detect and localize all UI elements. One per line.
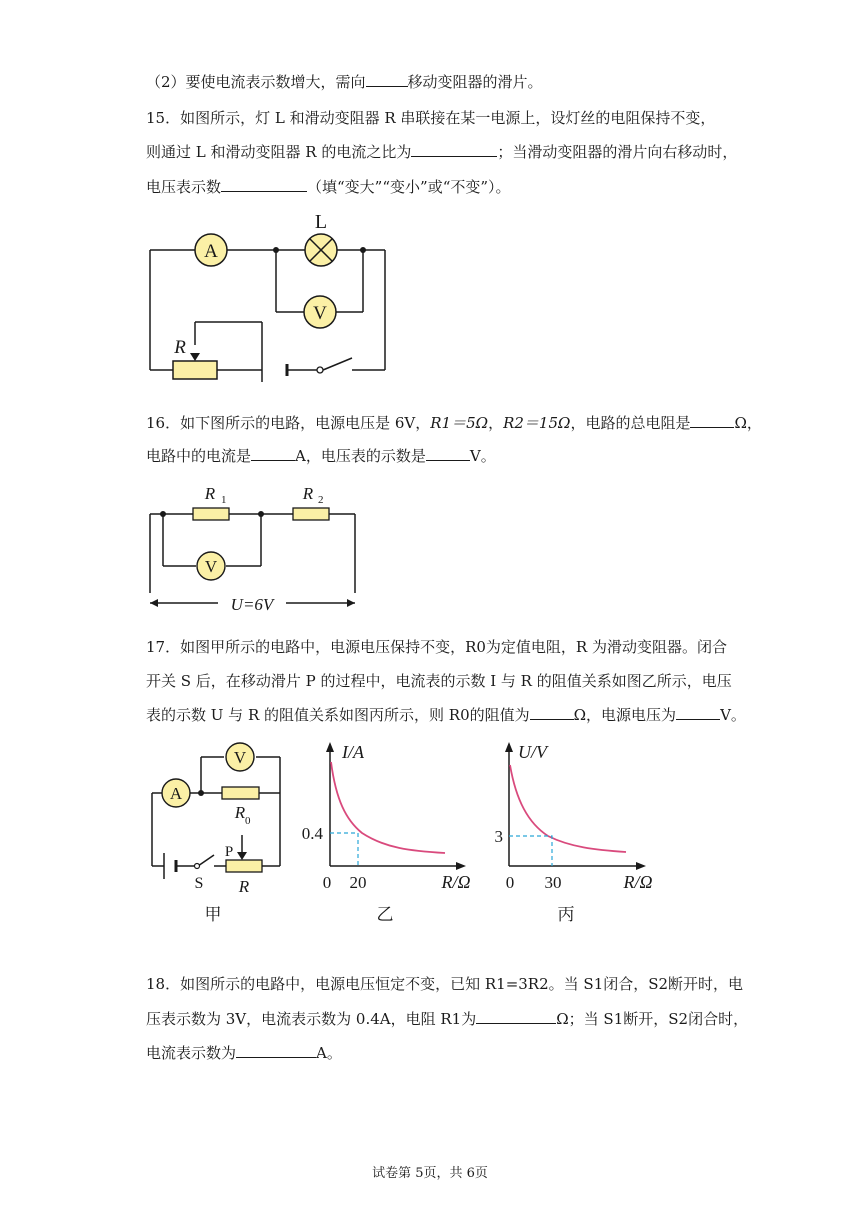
q18-line2-b: Ω；当 S1断开，S2闭合时，	[556, 1010, 749, 1028]
q15-line2-a: 则通过 L 和滑动变阻器 R 的电流之比为	[146, 143, 412, 161]
q15-lamp-label: L	[314, 211, 328, 233]
q17-line3-b: Ω，电源电压为	[573, 706, 677, 724]
q16-voltmeter-label: V	[204, 557, 218, 576]
q17-yi-origin: 0	[322, 873, 332, 892]
q17-ammeter-label: A	[169, 784, 183, 803]
q16-line1-b: ，电路的总电阻是	[570, 414, 691, 432]
q17-bing-xlabel: R/Ω	[623, 872, 653, 892]
q14-text-b: 移动变阻器的滑片。	[407, 73, 543, 91]
q18-line2-a: 压表示数为 3V，电流表示数为 0.4A，电阻 R1为	[146, 1010, 477, 1028]
q15-line2-b: ；当滑动变阻器的滑片向右移动时，	[497, 143, 738, 161]
q18-answer-blank-1[interactable]	[476, 1009, 556, 1024]
q17-r0-label: R	[234, 803, 246, 822]
q17-yi-xtick: 20	[349, 873, 367, 892]
q16-line1-c: Ω，	[734, 414, 762, 432]
q17-rheostat-label: R	[238, 877, 250, 896]
q15-line1-text: 15．如图所示，灯 L 和滑动变阻器 R 串联接在某一电源上，设灯丝的电阻保持不变，	[146, 109, 716, 127]
q17-bing-guide	[509, 836, 552, 866]
q17-voltmeter-label: V	[233, 748, 247, 767]
q17-yi-xlabel: R/Ω	[441, 872, 471, 892]
q16-r2-label: R	[302, 484, 314, 503]
q16-line2-b: A，电压表的示数是	[295, 447, 426, 465]
q18-line3	[146, 1043, 342, 1063]
q18-line3-a: 电流表示数为	[146, 1044, 237, 1062]
q16-line1-a: 16．如下图所示的电路，电源电压是 6V，	[146, 414, 431, 432]
q15-line3-a: 电压表示数	[146, 178, 222, 196]
q16-r2-eq: R2＝15Ω	[503, 414, 571, 432]
q14-text-a: （2）要使电流表示数增大，需向	[146, 73, 366, 91]
q17-bing-origin: 0	[505, 873, 515, 892]
q16-r2-sub: 2	[318, 494, 324, 506]
q17-yi-ytick: 0.4	[301, 824, 323, 843]
q17-caption-yi: 乙	[376, 905, 394, 924]
page-footer: 试卷第 5页，共 6页	[372, 1166, 488, 1181]
q17-line2-text: 开关 S 后，在移动滑片 P 的过程中，电流表的示数 I 与 R 的阻值关系如图乙所示，电压	[146, 672, 732, 690]
q16-line2-c: V。	[469, 447, 496, 465]
q18-line3-b: A。	[316, 1044, 342, 1062]
q17-caption-bing: 丙	[557, 905, 575, 924]
q17-r0-sub: 0	[245, 815, 251, 827]
q17-bing-ylabel: U/V	[518, 742, 547, 762]
q16-voltage-label: U=6V	[230, 595, 274, 614]
q17-line1-text: 17．如图甲所示的电路中，电源电压保持不变，R0为定值电阻，R 为滑动变阻器。闭合	[146, 638, 727, 656]
q15-ammeter-label: A	[204, 241, 218, 262]
q18-answer-blank-2[interactable]	[236, 1043, 316, 1058]
q18-line2	[146, 1009, 748, 1029]
q16-r1-eq: R1＝5Ω	[430, 414, 489, 432]
q16-sep: ，	[488, 414, 504, 432]
q17-switch-label: S	[194, 875, 204, 892]
q15-rheostat-label: R	[174, 337, 186, 358]
q18-line1	[146, 974, 743, 994]
q17-caption-jia: 甲	[204, 905, 222, 924]
q17-slider-label: P	[224, 844, 234, 860]
q16-r1-label: R	[204, 484, 216, 503]
q16-r1-sub: 1	[221, 494, 227, 506]
q15-voltmeter-label: V	[313, 303, 327, 324]
q16-line2-a: 电路中的电流是	[146, 447, 252, 465]
q17-bing-xtick: 30	[544, 873, 562, 892]
q17-yi-ylabel: I/A	[342, 742, 364, 762]
q15-line3-b: （填“变大”“变小”或“不变”）。	[307, 178, 511, 196]
q17-bing-ytick: 3	[494, 827, 503, 846]
q17-bing-curve	[510, 765, 626, 852]
q18-line1-text: 18．如图所示的电路中，电源电压恒定不变，已知 R1=3R2。当 S1闭合，S2断开时，电	[146, 975, 744, 993]
q17-line3-c: V。	[720, 706, 746, 724]
q17-line3-a: 表的示数 U 与 R 的阻值关系如图丙所示，则 R0的阻值为	[146, 706, 530, 724]
